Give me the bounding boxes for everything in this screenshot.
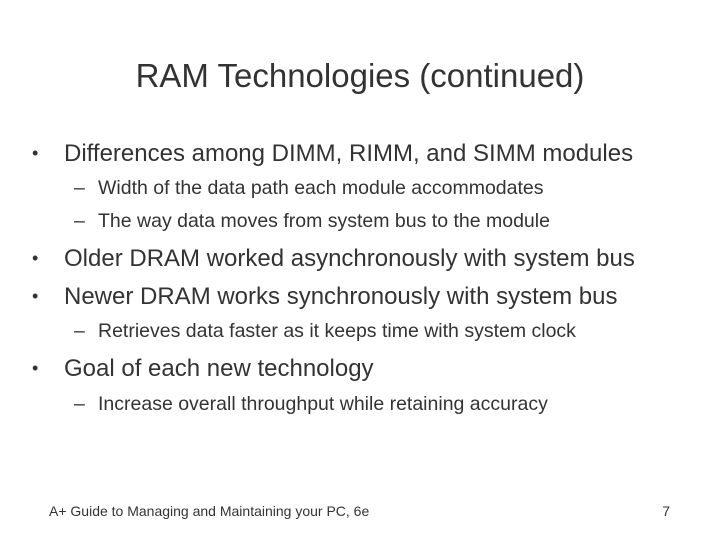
bullet-item [32,138,633,169]
sub-bullet-item [74,318,576,344]
footer-text: A+ Guide to Managing and Maintaining your PC, 6e [49,503,370,519]
bullet-text: Goal of each new technology [64,355,374,382]
sub-bullet-item [74,208,550,234]
sub-bullet-item [74,391,548,417]
bullet-marker: • [32,143,39,163]
sub-bullet-text: Retrieves data faster as it keeps time with system clock [98,320,576,342]
bullet-marker: • [32,248,39,268]
bullet-marker: • [32,286,39,306]
sub-bullet-text: Width of the data path each module accommodates [98,177,544,199]
dash-marker: – [74,320,85,342]
bullet-text: Differences among DIMM, RIMM, and SIMM modules [64,140,634,167]
bullet-item [32,353,374,384]
dash-marker: – [74,393,85,415]
sub-bullet-text: Increase overall throughput while retaining accuracy [98,393,548,415]
bullet-text: Newer DRAM works synchronously with system bus [64,283,618,310]
dash-marker: – [74,210,85,232]
page-number: 7 [662,503,670,519]
sub-bullet-text: The way data moves from system bus to the module [98,210,550,232]
bullet-marker: • [32,358,39,378]
dash-marker: – [74,177,85,199]
bullet-item [32,281,618,312]
slide-title: RAM Technologies (continued) [135,57,585,94]
sub-bullet-item [74,175,544,201]
bullet-item [32,243,635,274]
bullet-text: Older DRAM worked asynchronously with system bus [64,245,635,272]
